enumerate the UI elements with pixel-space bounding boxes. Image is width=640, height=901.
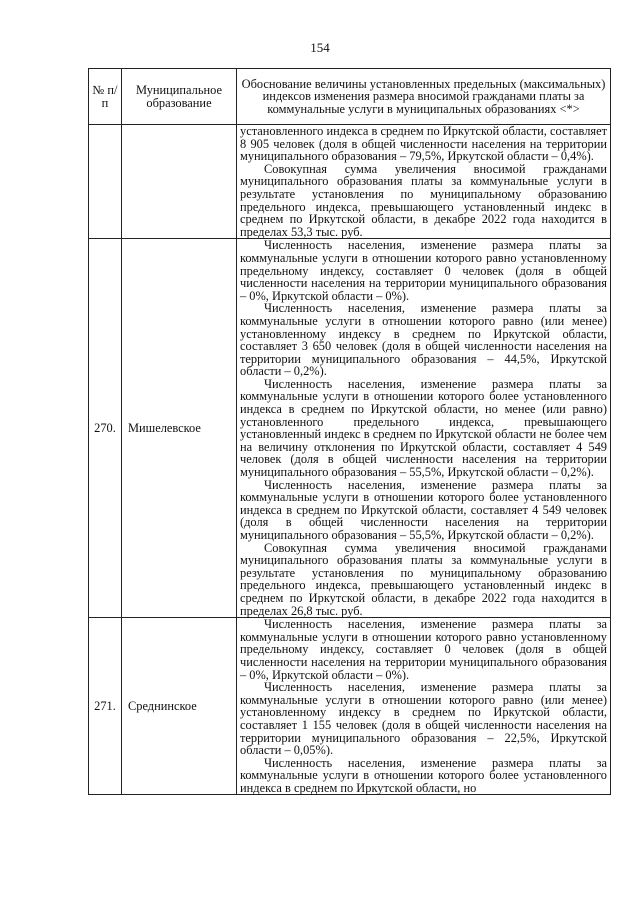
table-row (89, 125, 611, 239)
paragraph: Численность населения, изменение размера платы за коммунальные услуги в отношении которого более установленного индекса в среднем по Иркутской области, но (240, 755, 607, 795)
row-number: 270. (89, 239, 122, 618)
paragraph: Численность населения, изменение размера платы за коммунальные услуги в отношении которого равно (или менее) установленному индексу в среднем по Иркутской области, составляет 1 155 человек (доля в общей численности населения на территории муниципального образования – 22,5%, Иркутской области – 0,05%). (240, 680, 607, 758)
header-municipality: Муниципальное образование (122, 69, 237, 125)
paragraph: Численность населения, изменение размера платы за коммунальные услуги в отношении которого равно установленному предельному индексу, составляет 0 человек (доля в общей численности населения на территории муниципального образования – 0%, Иркутской области – 0%). (240, 617, 607, 682)
paragraph: Совокупная сумма увеличения вносимой гражданами муниципального образования платы за коммунальные услуги в результате установления по муниципальному образованию предельного индекса, превышающего установленный индекс в среднем по Иркутской области, в декабре 2022 года находится в пределах 26,8 тыс. руб. (240, 540, 607, 618)
justification-table (88, 68, 611, 795)
paragraph: Численность населения, изменение размера платы за коммунальные услуги в отношении которого более установленного индекса в среднем по Иркутской области, но менее (или равно) установленного предельного индекса, превышающего установленный индекс в среднем по Иркутской области не более чем на величину отклонения по Иркутской области, составляет 4 549 человек (доля в общей численности населения на территории муниципального образования – 55,5%, Иркутской области – 0,2%). (240, 376, 607, 480)
row-number (89, 125, 122, 239)
table-row (89, 239, 611, 618)
page-number: 154 (310, 40, 330, 55)
justification-cell (237, 125, 611, 239)
paragraph: Численность населения, изменение размера платы за коммунальные услуги в отношении которого более установленного индекса в среднем по Иркутской области, составляет 4 549 человек (доля в общей численности населения на территории муниципального образования – 55,5%, Иркутской области – 0,2%). (240, 477, 607, 542)
paragraph: Численность населения, изменение размера платы за коммунальные услуги в отношении которого равно (или менее) установленному индексу в среднем по Иркутской области, составляет 3 650 человек (доля в общей численности населения на территории муниципального образования – 44,5%, Иркутской области – 0,2%). (240, 301, 607, 379)
paragraph: Совокупная сумма увеличения вносимой гражданами муниципального образования платы за коммунальные услуги в результате установления по муниципальному образованию предельного индекса, превышающего установленный индекс в среднем по Иркутской области, в декабре 2022 года находится в пределах 53,3 тыс. руб. (240, 161, 607, 239)
paragraph: Численность населения, изменение размера платы за коммунальные услуги в отношении которого равно установленному предельному индексу, составляет 0 человек (доля в общей численности населения на территории муниципального образования – 0%, Иркутской области – 0%). (240, 238, 607, 303)
paragraph: установленного индекса в среднем по Иркутской области, составляет 8 905 человек (доля в общей численности населения на территории муниципального образования – 79,5%, Иркутской области – 0,4%). (240, 124, 608, 164)
table-row (89, 618, 611, 795)
justification-cell (237, 618, 611, 795)
header-justification: Обоснование величины установленных предельных (максимальных) индексов изменения размера вносимой гражданами платы за коммунальные услуги в муниципальных образованиях <*> (237, 69, 611, 125)
justification-cell (237, 239, 611, 618)
municipality-name (122, 125, 237, 239)
row-number: 271. (89, 618, 122, 795)
municipality-name: Среднинское (122, 618, 237, 795)
municipality-name: Мишелевское (122, 239, 237, 618)
header-num: № п/п (89, 69, 122, 125)
table-header-row (89, 69, 611, 125)
